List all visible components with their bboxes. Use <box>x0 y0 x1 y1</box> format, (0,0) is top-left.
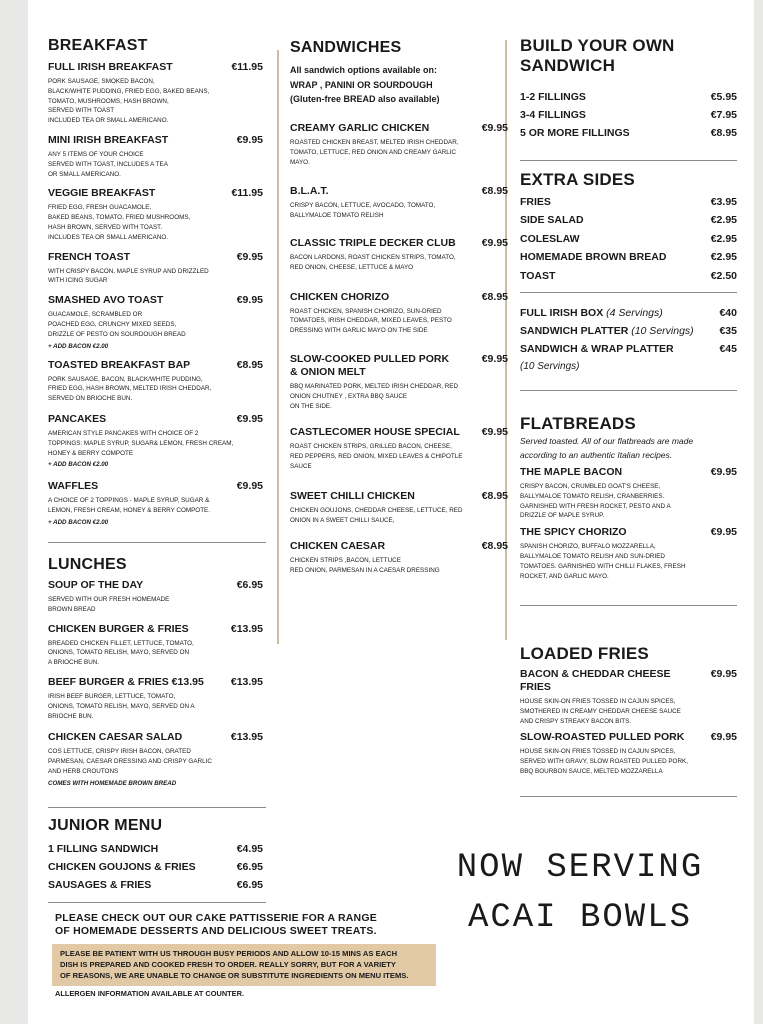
build-title-2: SANDWICH <box>520 56 616 75</box>
sides-section <box>520 170 737 285</box>
menu-item <box>48 294 263 350</box>
item-description-line: AMERICAN STYLE PANCAKES WITH CHOICE OF 2 <box>48 429 199 437</box>
item-price: €6.95 <box>236 579 263 591</box>
item-name: SMASHED AVO TOAST <box>48 294 164 307</box>
item-description <box>48 692 263 721</box>
row-name: SAUSAGES & FRIES <box>48 879 152 891</box>
menu-page <box>28 0 754 1024</box>
item-description-line: ROASTED CHICKEN BREAST, MELTED IRISH CHEDDAR, <box>290 139 459 146</box>
platters-section <box>520 304 737 376</box>
item-name: CREAMY GARLIC CHICKEN <box>290 122 430 134</box>
item-description-line: INCLUDES TEA OR SMALL AMERICANO. <box>48 233 169 241</box>
patience-line: PLEASE BE PATIENT WITH US THROUGH BUSY PERIODS AND ALLOW 10-15 MINS AS EACH <box>60 949 398 958</box>
sandwiches-intro-line: (Gluten-free BREAD also available) <box>290 94 440 104</box>
item-name: FULL IRISH BREAKFAST <box>48 61 173 73</box>
item-price: €8.95 <box>236 358 263 371</box>
menu-item <box>48 187 263 242</box>
item-price: €13.95 <box>230 731 263 744</box>
build-title: BUILD YOUR OWN <box>520 36 675 55</box>
item-description-line: RED PEPPERS, RED ONION, MIXED LEAVES & CHIPOTLE <box>290 453 463 461</box>
item-price: €8.95 <box>481 290 508 303</box>
cake-note-line: PLEASE CHECK OUT OUR CAKE PATTISSERIE FOR A RANGE <box>55 912 377 924</box>
menu-item <box>290 237 508 273</box>
item-description-line: HASH BROWN, SERVED WITH TOAST. <box>48 223 163 231</box>
item-name-2: & ONION MELT <box>290 365 366 378</box>
item-description-line: TOMATOES, IRISH CHEDDAR, MIXED LEAVES, PESTO <box>290 317 452 325</box>
cake-note-line: OF HOMEMADE DESSERTS AND DELICIOUS SWEET TREATS. <box>55 924 377 937</box>
accent-line-left <box>277 50 279 644</box>
row-price: €2.95 <box>710 214 737 227</box>
loaded-title: LOADED FRIES <box>520 644 649 663</box>
item-description <box>290 307 508 336</box>
item-price: €13.95 <box>230 675 263 688</box>
item-description <box>48 310 263 339</box>
item-description <box>48 375 263 404</box>
item-description-line: HOUSE SKIN-ON FRIES TOSSED IN CAJUN SPICES, <box>520 748 676 756</box>
sandwiches-section <box>290 38 508 576</box>
row-name: SANDWICH & WRAP PLATTER <box>520 343 674 355</box>
item-description <box>48 639 263 668</box>
item-description <box>520 542 737 581</box>
menu-item <box>290 490 508 526</box>
item-description-line: RED ONION, PARMESAN IN A CAESAR DRESSING <box>290 567 440 575</box>
row-name: 1 FILLING SANDWICH <box>48 843 159 855</box>
menu-item <box>290 122 508 167</box>
item-name: TOASTED BREAKFAST BAP <box>48 358 191 371</box>
loaded-divider <box>520 796 737 797</box>
price-row <box>520 193 737 211</box>
flatbreads-intro: according to an authentic Italian recipes. <box>520 450 673 460</box>
item-description-line: HOUSE SKIN-ON FRIES TOSSED IN CAJUN SPICES, <box>520 698 676 705</box>
item-description-line: ONIONS, TOMATO RELISH, MAYO, SERVED ON A <box>48 702 195 710</box>
acai-promo <box>428 843 732 943</box>
flatbread-items <box>520 466 737 581</box>
price-row <box>520 230 737 248</box>
item-name: B.L.A.T. <box>290 185 329 198</box>
lunches-section <box>48 555 263 788</box>
item-description <box>520 482 737 521</box>
platter-rows <box>520 304 737 358</box>
item-description-line: CRISPY BACON, LETTUCE, AVOCADO, TOMATO, <box>290 202 436 210</box>
patience-banner <box>52 944 436 986</box>
patience-line: DISH IS PREPARED AND COOKED FRESH TO ORDER. REALLY SORRY, BUT FOR A VARIETY <box>60 960 396 970</box>
item-description-line: ON THE SIDE. <box>290 402 332 410</box>
menu-item <box>290 291 508 336</box>
row-price: €2.95 <box>710 232 737 245</box>
sides-divider <box>520 292 737 293</box>
menu-item <box>48 579 263 615</box>
row-name: 5 OR MORE FILLINGS <box>520 127 630 139</box>
item-description-line: BREADED CHICKEN FILLET, LETTUCE, TOMATO, <box>48 639 194 647</box>
item-addon: + ADD BACON €2.00 <box>48 461 109 469</box>
acai-line-2: ACAI BOWLS <box>467 899 693 937</box>
item-name: SWEET CHILLI CHICKEN <box>290 489 415 502</box>
row-price: €40 <box>719 307 737 319</box>
loaded-items <box>520 668 737 777</box>
menu-item <box>48 480 263 527</box>
build-section <box>520 36 737 142</box>
item-description <box>290 253 508 273</box>
item-price: €9.95 <box>236 250 263 263</box>
lunches-title: LUNCHES <box>48 556 127 573</box>
sandwiches-intro <box>290 62 508 106</box>
item-name: CHICKEN CAESAR SALAD <box>48 731 183 744</box>
build-rows <box>520 88 737 142</box>
item-price: €9.95 <box>481 426 508 439</box>
item-name: CHICKEN CHORIZO <box>290 290 390 303</box>
item-description-line: BRIOCHE BUN. <box>48 712 94 720</box>
item-description-line: TOMATOES. GARNISHED WITH CHILLI FLAKES, FRESH <box>520 562 686 570</box>
item-description <box>520 747 737 776</box>
row-price: €6.95 <box>236 861 263 873</box>
lunch-items <box>48 579 263 788</box>
item-description-line: WITH ICING SUGAR <box>48 277 108 285</box>
item-price: €8.95 <box>481 489 508 502</box>
item-description-line: SERVED WITH GRAVY, SLOW ROASTED PULLED PORK, <box>520 758 688 766</box>
allergen-note: ALLERGEN INFORMATION AVAILABLE AT COUNTER. <box>55 989 244 998</box>
item-price: €9.95 <box>481 122 508 134</box>
item-description-line: ONION IN A SWEET CHILLI SAUCE, <box>290 516 395 524</box>
sandwiches-intro-line: WRAP , PANINI OR SOURDOUGH <box>290 80 433 90</box>
item-description-line: CHICKEN STRIPS ,BACON, LETTUCE <box>290 557 401 565</box>
price-row <box>520 124 737 142</box>
item-name: BACON & CHEDDAR CHEESE FRIES <box>520 668 671 693</box>
row-name: SANDWICH PLATTER <box>520 325 629 337</box>
item-addon: + ADD BACON €2.00 <box>48 342 109 350</box>
menu-item <box>520 526 737 581</box>
item-description-line: DRESSING WITH GARLIC MAYO ON THE SIDE <box>290 327 428 335</box>
menu-item <box>48 731 263 787</box>
item-description-line: MAYO. <box>290 158 310 166</box>
item-description <box>290 382 508 411</box>
item-description-line: BACON LARDONS, ROAST CHICKEN STRIPS, TOMATO, <box>290 253 456 261</box>
row-price: €2.50 <box>710 269 737 282</box>
item-description-line: PORK SAUSAGE, SMOKED BACON, <box>48 78 155 85</box>
item-addon: + ADD BACON €2.00 <box>48 518 109 526</box>
item-description-line: TOMATO, MUSHROOMS, HASH BROWN, <box>48 97 169 105</box>
breakfast-section <box>48 36 263 527</box>
item-description-line: OR SMALL AMERICANO. <box>48 170 121 178</box>
item-description-line: BALLYMALOE TOMATO RELISH, CRANBERRIES. <box>520 492 665 500</box>
item-price: €13.95 <box>230 622 263 635</box>
item-description <box>48 429 263 458</box>
row-name: COLESLAW <box>520 232 580 245</box>
item-description-line: FRIED EGG, HASH BROWN, MELTED IRISH CHEDDAR, <box>48 385 212 393</box>
row-price: €35 <box>719 325 737 337</box>
flatbreads-section <box>520 414 737 581</box>
item-description-line: COS LETTUCE, CRISPY IRISH BACON, GRATED <box>48 748 191 756</box>
item-description-line: CRISPY BACON, CRUMBLED GOAT'S CHEESE, <box>520 483 661 490</box>
breakfast-divider <box>48 542 266 543</box>
item-name: BEEF BURGER & FRIES €13.95 <box>48 675 204 688</box>
item-description-line: SPANISH CHORIZO, BUFFALO MOZZARELLA, <box>520 543 656 551</box>
item-description-line: TOMATO, LETTUCE, RED ONION AND CREAMY GARLIC <box>290 148 457 156</box>
flatbreads-title: FLATBREADS <box>520 414 636 433</box>
item-description-line: SERVED WITH TOAST <box>48 107 115 115</box>
item-description <box>48 150 263 179</box>
item-description-line: AND HERB CROUTONS <box>48 767 119 775</box>
item-description-line: WITH CRISPY BACON, MAPLE SYRUP AND DRIZZLED <box>48 267 209 275</box>
menu-item <box>48 61 263 126</box>
item-price: €9.95 <box>236 480 263 493</box>
item-name: CHICKEN BURGER & FRIES <box>48 622 189 635</box>
price-row <box>520 88 737 106</box>
item-description-line: SERVED ON BRIOCHE BUN. <box>48 395 133 403</box>
build-divider <box>520 160 737 161</box>
price-row <box>520 304 737 322</box>
item-price: €11.95 <box>231 187 263 200</box>
item-description-line: ANY 5 ITEMS OF YOUR CHOICE <box>48 150 144 158</box>
row-name: HOMEMADE BROWN BREAD <box>520 251 667 264</box>
price-row <box>520 322 737 340</box>
item-description-line: ONIONS, TOMATO RELISH, MAYO, SERVED ON <box>48 649 190 657</box>
menu-item <box>290 353 508 411</box>
sides-rows <box>520 193 737 285</box>
flatbreads-intro: Served toasted. All of our flatbreads are made <box>520 436 694 446</box>
item-description-line: BBQ BOURBON SAUCE, MELTED MOZZARELLA <box>520 767 663 775</box>
row-price: €8.95 <box>710 127 737 139</box>
price-row <box>48 840 263 858</box>
item-name: CHICKEN CAESAR <box>290 540 386 553</box>
item-description-line: LEMON, FRESH CREAM, HONEY & BERRY COMPOTE. <box>48 507 211 515</box>
item-description <box>48 747 263 776</box>
item-description-line: CHICKEN GOUJONS, CHEDDAR CHEESE, LETTUCE, RED <box>290 506 463 514</box>
item-description <box>290 442 508 471</box>
cake-note <box>55 912 435 937</box>
item-description <box>48 203 263 242</box>
breakfast-title: BREAKFAST <box>48 37 148 54</box>
item-price: €9.95 <box>481 236 508 249</box>
junior-divider <box>48 902 266 903</box>
row-name: FULL IRISH BOX <box>520 307 604 319</box>
flatbreads-divider <box>520 605 737 606</box>
price-row <box>520 106 737 124</box>
item-addon: COMES WITH HOMEMADE BROWN BREAD <box>48 779 177 787</box>
row-note: (4 Servings) <box>606 307 663 319</box>
item-description-line: IRISH BEEF BURGER, LETTUCE, TOMATO, <box>48 692 176 700</box>
price-row <box>520 211 737 229</box>
row-name: TOAST <box>520 269 556 282</box>
item-name: SLOW-COOKED PULLED PORK <box>290 352 450 365</box>
platter-last-note: (10 Servings) <box>520 361 580 372</box>
price-row <box>48 858 263 876</box>
item-description-line: FRIED EGG, FRESH GUACAMOLE, <box>48 204 152 212</box>
item-description-line: BLACK/WHITE PUDDING, FRIED EGG, BAKED BEANS, <box>48 87 210 95</box>
item-description <box>290 556 508 576</box>
item-description-line: TOPPINGS: MAPLE SYRUP, SUGAR& LEMON, FRESH CREAM, <box>48 439 234 447</box>
item-price: €9.95 <box>236 294 263 307</box>
item-description-line: HONEY & BERRY COMPOTE <box>48 449 134 457</box>
menu-item <box>48 251 263 287</box>
item-description <box>290 506 508 526</box>
item-price: €11.95 <box>231 61 263 73</box>
sandwich-items <box>290 122 508 576</box>
item-name: VEGGIE BREAKFAST <box>48 187 156 200</box>
item-name: WAFFLES <box>48 480 99 493</box>
menu-item <box>520 668 737 726</box>
junior-section <box>48 816 263 894</box>
item-description-line: PARMESAN, CAESAR DRESSING AND CRISPY GARLIC <box>48 758 212 766</box>
item-description-line: SMOTHERED IN CREAMY CHEDDAR CHEESE SAUCE <box>520 707 681 715</box>
item-description <box>520 697 737 726</box>
row-price: €45 <box>719 343 737 355</box>
item-name: SLOW-ROASTED PULLED PORK <box>520 731 685 744</box>
item-name: FRENCH TOAST <box>48 250 131 263</box>
item-description-line: INCLUDED TEA OR SMALL AMERICANO. <box>48 117 169 125</box>
price-row <box>48 876 263 894</box>
item-description-line: DRIZZLE OF PESTO ON SOURDOUGH BREAD <box>48 330 186 338</box>
item-description-line: BAKED BEANS, TOMATO, FRIED MUSHROOMS, <box>48 214 191 222</box>
acai-line-1: NOW SERVING <box>456 849 704 887</box>
item-price: €8.95 <box>481 185 508 198</box>
lunches-divider <box>48 807 266 808</box>
item-price: €9.95 <box>481 352 508 365</box>
menu-item <box>290 540 508 576</box>
price-row <box>520 340 737 358</box>
item-description-line: PORK SAUSAGE, BACON, BLACK/WHITE PUDDING, <box>48 375 203 383</box>
breakfast-items <box>48 61 263 527</box>
item-description-line: RED ONION, CHEESE, LETTUCE & MAYO <box>290 263 414 271</box>
menu-item <box>48 359 263 404</box>
item-description-line: ROCKET, AND GARLIC MAYO. <box>520 572 609 580</box>
row-price: €4.95 <box>236 843 263 855</box>
item-description-line: BALLYMALOE TOMATO RELISH <box>290 212 384 220</box>
junior-title: JUNIOR MENU <box>48 817 163 834</box>
item-description-line: GARNISHED WITH FRESH ROCKET, PESTO AND A <box>520 502 671 510</box>
item-name: MINI IRISH BREAKFAST <box>48 133 169 146</box>
junior-items <box>48 840 263 894</box>
item-description-line: SERVED WITH OUR FRESH HOMEMADE <box>48 596 170 603</box>
item-description-line: GUACAMOLE, SCRAMBLED OR <box>48 311 143 319</box>
item-description-line: A BRIOCHE BUN. <box>48 659 100 667</box>
item-description <box>290 201 508 221</box>
item-description <box>290 138 508 167</box>
item-description-line: BROWN BREAD <box>48 605 96 613</box>
item-name: THE MAPLE BACON <box>520 466 623 478</box>
item-description-line: POACHED EGG, CRUNCHY MIXED SEEDS, <box>48 320 177 328</box>
item-price: €9.95 <box>710 731 737 744</box>
menu-item <box>290 185 508 221</box>
item-description-line: BBQ MARINATED PORK, MELTED IRISH CHEDDAR, RED <box>290 382 459 390</box>
item-name: PANCAKES <box>48 412 107 425</box>
menu-item <box>520 466 737 521</box>
row-price: €7.95 <box>710 109 737 121</box>
item-description <box>48 595 263 615</box>
sides-title: EXTRA SIDES <box>520 170 635 189</box>
item-description <box>48 77 263 126</box>
sandwiches-intro-line: All sandwich options available on: <box>290 65 438 75</box>
menu-item <box>48 623 263 668</box>
item-description-line: ROAST CHICKEN STRIPS, GRILLED BACON, CHEESE, <box>290 443 452 451</box>
row-note: (10 Servings) <box>631 325 694 337</box>
row-price: €6.95 <box>236 879 263 891</box>
item-description-line: A CHOICE OF 2 TOPPINGS - MAPLE SYRUP, SUGAR & <box>48 497 210 505</box>
item-description-line: BALLYMALOE TOMATO RELISH AND SUN-DRIED <box>520 552 665 560</box>
menu-item <box>48 676 263 721</box>
row-name: FRIES <box>520 196 551 208</box>
menu-item <box>290 426 508 471</box>
item-name: THE SPICY CHORIZO <box>520 526 627 539</box>
item-price: €8.95 <box>481 540 508 553</box>
sandwiches-title: SANDWICHES <box>290 39 402 56</box>
menu-item <box>48 413 263 469</box>
item-description-line: SAUCE <box>290 462 312 470</box>
item-price: €9.95 <box>236 412 263 425</box>
patience-line: OF REASONS, WE ARE UNABLE TO CHANGE OR SUBSTITUTE INGREDIENTS ON MENU ITEMS. <box>60 971 409 981</box>
menu-item <box>520 731 737 776</box>
item-name: CASTLECOMER HOUSE SPECIAL <box>290 426 460 439</box>
row-name: 1-2 FILLINGS <box>520 91 586 103</box>
item-price: €9.95 <box>236 133 263 146</box>
row-price: €2.95 <box>710 251 737 264</box>
item-price: €9.95 <box>710 526 737 539</box>
item-description-line: AND CRISPY STREAKY BACON BITS. <box>520 717 632 725</box>
loaded-section <box>520 644 737 777</box>
item-name: CLASSIC TRIPLE DECKER CLUB <box>290 236 456 249</box>
row-name: CHICKEN GOUJONS & FRIES <box>48 861 196 873</box>
item-description <box>48 267 263 287</box>
item-description <box>48 496 263 516</box>
item-price: €9.95 <box>710 668 737 680</box>
row-price: €3.95 <box>710 196 737 208</box>
item-price: €9.95 <box>710 466 737 478</box>
item-description-line: ONION CHUTNEY , EXTRA BBQ SAUCE <box>290 392 408 400</box>
menu-item <box>48 134 263 179</box>
item-name: SOUP OF THE DAY <box>48 579 144 591</box>
price-row <box>520 267 737 285</box>
item-description-line: SERVED WITH TOAST, INCLUDES A TEA <box>48 160 168 168</box>
platters-divider <box>520 390 737 391</box>
row-name: SIDE SALAD <box>520 214 584 227</box>
item-description-line: DRIZZLE OF MAPLE SYRUP. <box>520 512 605 520</box>
row-price: €5.95 <box>710 91 737 103</box>
item-description-line: ROAST CHICKEN, SPANISH CHORIZO, SUN-DRIED <box>290 307 442 315</box>
price-row <box>520 248 737 266</box>
row-name: 3-4 FILLINGS <box>520 109 586 121</box>
